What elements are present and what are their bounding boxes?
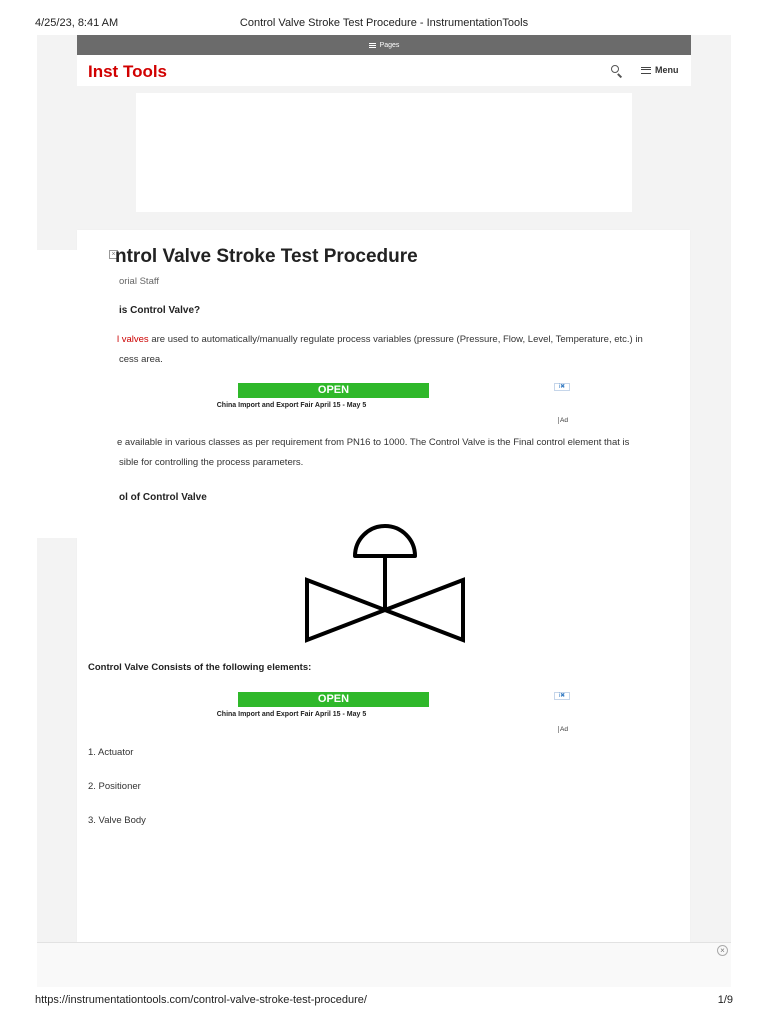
paragraph-classes-line1: e available in various classes as per requirement from PN16 to 1000. The Control Valve is the Final control element that is xyxy=(117,437,630,448)
site-header xyxy=(77,55,691,86)
list-item: 3. Valve Body xyxy=(88,815,146,826)
paragraph-classes-line2: sible for controlling the process parameters. xyxy=(119,457,304,468)
site-logo[interactable]: Inst Tools xyxy=(88,62,168,81)
control-valves-link[interactable]: l valves xyxy=(117,334,149,345)
control-valve-symbol-image xyxy=(300,518,470,644)
hamburger-icon xyxy=(641,67,651,74)
close-icon[interactable]: × xyxy=(109,250,118,259)
pages-menu-icon xyxy=(369,43,376,48)
list-item: 1. Actuator xyxy=(88,747,134,758)
section-heading-symbol: ol of Control Valve xyxy=(119,492,207,503)
search-icon[interactable] xyxy=(610,64,624,78)
inline-ad-2[interactable] xyxy=(200,692,570,736)
section-heading-elements: Control Valve Consists of the following elements: xyxy=(88,662,312,673)
ad-choices-icon[interactable]: i✖ xyxy=(554,383,570,391)
ad-text[interactable]: China Import and Export Fair April 15 - May 5 xyxy=(216,711,367,718)
close-icon[interactable]: × xyxy=(717,945,728,956)
list-item: 2. Positioner xyxy=(88,781,141,792)
print-footer xyxy=(0,992,768,1012)
top-ad-slot xyxy=(136,93,632,212)
print-url: https://instrumentationtools.com/control-valve-stroke-test-procedure/ xyxy=(35,994,367,1006)
ad-label: Ad xyxy=(560,417,568,424)
ad-choices-icon[interactable]: i✖ xyxy=(554,692,570,700)
ad-open-button[interactable]: OPEN xyxy=(238,383,429,398)
print-document-title: Control Valve Stroke Test Procedure - InstrumentationTools xyxy=(239,17,529,29)
ad-text[interactable]: China Import and Export Fair April 15 - May 5 xyxy=(216,402,367,409)
bottom-ad-bar xyxy=(37,942,731,987)
ad-open-button[interactable]: OPEN xyxy=(238,692,429,707)
menu-button[interactable] xyxy=(641,63,679,77)
pages-nav-label: Pages xyxy=(379,41,400,49)
section-heading-what-is: is Control Valve? xyxy=(119,305,201,316)
paragraph-intro-line1: l valves are used to automatically/manually regulate process variables (pressure (Pressure, Flow, Level, Temperature, etc.) in xyxy=(117,334,643,345)
article-byline: orial Staff xyxy=(119,276,159,287)
inline-ad-1[interactable] xyxy=(200,383,570,427)
ad-label: Ad xyxy=(560,726,568,733)
article-title: ntrol Valve Stroke Test Procedure xyxy=(115,246,418,267)
print-page-number: 1/9 xyxy=(717,994,733,1006)
menu-label: Menu xyxy=(655,65,679,75)
paragraph-intro-line2: cess area. xyxy=(119,354,163,365)
pages-nav-bar[interactable] xyxy=(77,35,691,55)
overlay-panel xyxy=(37,250,77,538)
print-datetime: 4/25/23, 8:41 AM xyxy=(35,17,119,29)
print-header xyxy=(0,0,768,34)
